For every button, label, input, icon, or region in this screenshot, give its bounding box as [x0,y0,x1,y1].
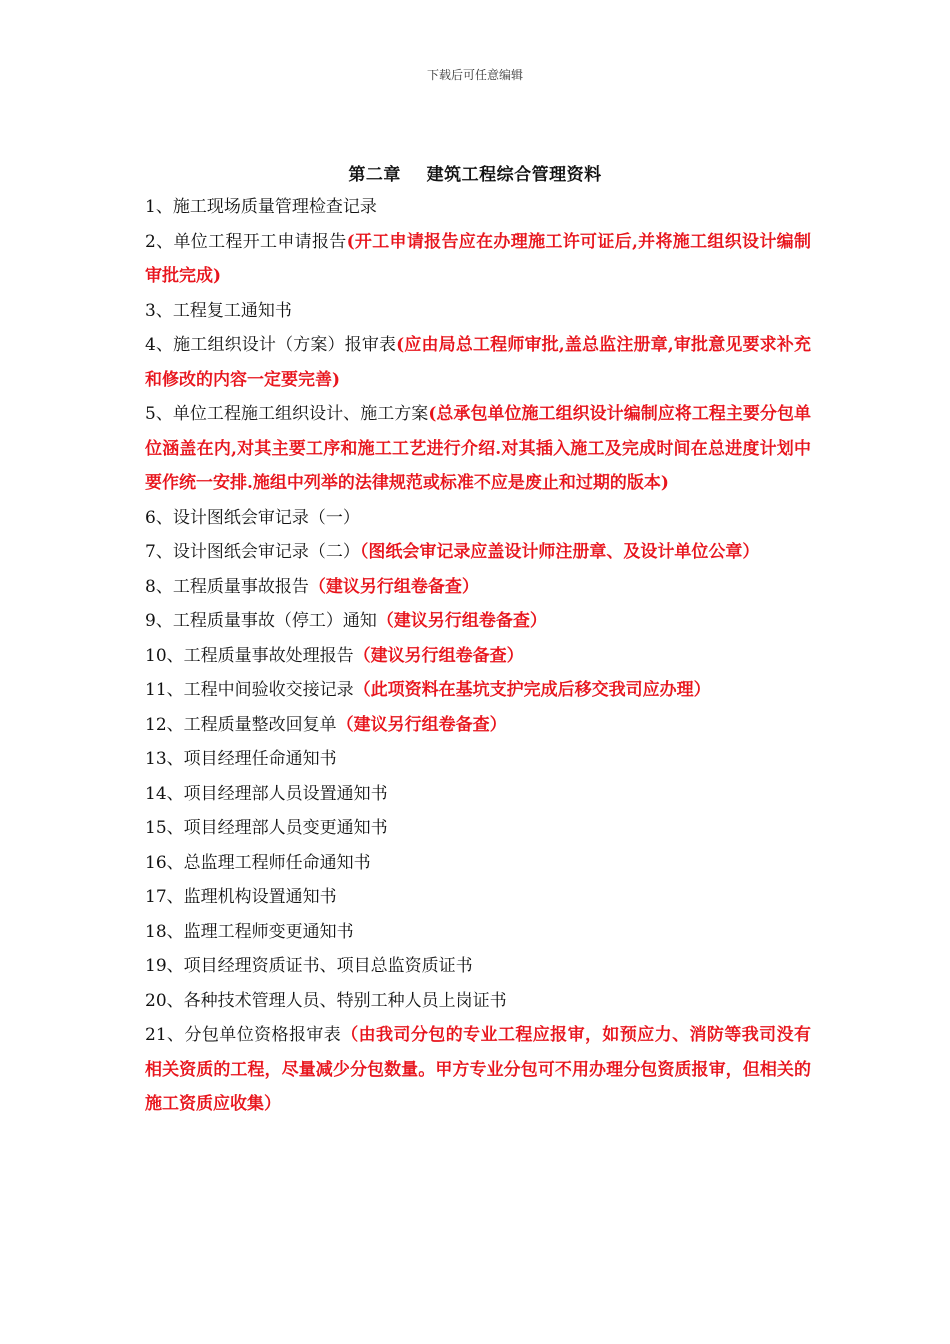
list-item [145,535,811,570]
item-label: 2、单位工程开工申请报告 [145,231,347,252]
item-note: （建议另行组卷备查） [353,645,524,666]
list-item [145,294,811,329]
list-item [145,949,811,984]
item-note: （此项资料在基坑支护完成后移交我司应办理） [353,680,711,700]
item-label: 21、分包单位资格报审表 [145,1025,342,1045]
item-label: 20、各种技术管理人员、特别工种人员上岗证书 [145,990,507,1011]
list-item [145,501,811,536]
item-label: 4、施工组织设计（方案）报审表 [145,335,397,355]
item-label: 6、设计图纸会审记录（一） [145,507,360,528]
document-body [145,190,811,1122]
list-item [145,1018,811,1122]
list-item [145,639,811,674]
item-label: 9、工程质量事故（停工）通知 [145,611,377,631]
item-label: 17、监理机构设置通知书 [145,887,337,907]
list-item [145,708,811,743]
document-title: 第二章 建筑工程综合管理资料 [348,165,602,185]
item-note: (总承包单位施工组织设计编制应将工程主要分包单位涵盖在内,对其主要工序和施工工艺进行介绍.对其插入施工及完成时间在总进度计划中要作统一安排.施组中列举的法律规范或标准不应是废止和过期的版本) [145,404,811,493]
list-item [145,984,811,1019]
item-label: 14、项目经理部人员设置通知书 [145,783,388,804]
list-item [145,777,811,812]
list-item [145,811,811,846]
list-item [145,190,811,225]
item-label: 3、工程复工通知书 [145,300,292,321]
item-label: 16、总监理工程师任命通知书 [145,852,371,873]
item-label: 12、工程质量整改回复单 [145,714,337,735]
item-label: 1、施工现场质量管理检查记录 [145,197,377,217]
item-label: 18、监理工程师变更通知书 [145,921,354,942]
item-label: 19、项目经理资质证书、项目总监资质证书 [145,956,473,976]
item-label: 10、工程质量事故处理报告 [145,645,354,666]
list-item [145,604,811,639]
item-note: （图纸会审记录应盖设计师注册章、及设计单位公章） [359,542,760,562]
item-note: （建议另行组卷备查） [376,611,547,631]
list-item [145,328,811,397]
page-header-note: 下载后可任意编辑 [426,68,523,82]
item-label: 7、设计图纸会审记录（二） [145,542,360,562]
item-note: (开工申请报告应在办理施工许可证后,并将施工组织设计编制审批完成) [145,231,811,286]
item-label: 8、工程质量事故报告 [145,576,309,597]
list-item [145,915,811,950]
list-item [145,742,811,777]
item-note: (应由局总工程师审批,盖总监注册章,审批意见要求补充和修改的内容一定要完善) [145,335,811,390]
list-item [145,397,811,501]
item-label: 15、项目经理部人员变更通知书 [145,818,388,838]
list-item [145,225,811,294]
list-item [145,673,811,708]
list-item [145,880,811,915]
item-note: （由我司分包的专业工程应报审，如预应力、消防等我司没有相关资质的工程，尽量减少分包数量。甲方专业分包可不用办理分包资质报审，但相关的施工资质应收集） [145,1025,811,1114]
item-label: 5、单位工程施工组织设计、施工方案 [145,404,429,424]
item-label: 13、项目经理任命通知书 [145,749,337,769]
list-item [145,846,811,881]
item-note: （建议另行组卷备查） [336,714,507,735]
item-note: （建议另行组卷备查） [308,576,479,597]
item-label: 11、工程中间验收交接记录 [145,680,354,700]
list-item [145,570,811,605]
